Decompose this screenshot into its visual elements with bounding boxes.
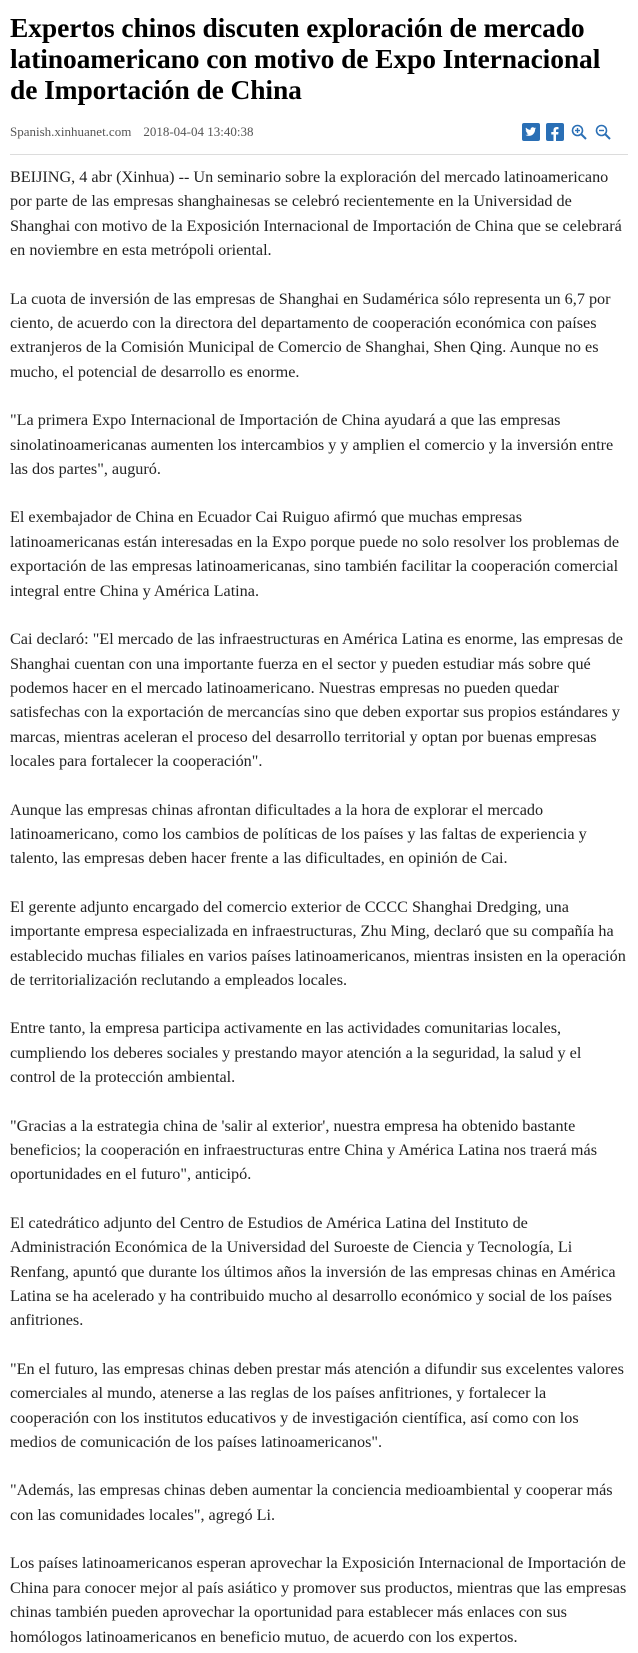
zoom-in-icon[interactable]	[570, 123, 588, 141]
paragraph: El gerente adjunto encargado del comercio exterior de CCCC Shanghai Dredging, una importante empresa especializada en infraestructuras, Zhu Ming, declaró que su compañía ha establecido muchas filiales en varios países latinoamericanos, mientras insisten en la operación de territorialización reclutando a empleados locales.	[10, 897, 626, 989]
article-source: Spanish.xinhuanet.com	[10, 124, 132, 139]
paragraph: El exembajador de China en Ecuador Cai Ruiguo afirmó que muchas empresas latinoamericanas están interesadas en la Expo porque puede no solo resolver los problemas de exportación de las empresas latinoamericanas, sino también facilitar la cooperación comercial integral entre China y América Latina.	[10, 508, 620, 600]
paragraph: "Además, las empresas chinas deben aumentar la conciencia medioambiental y cooperar más con las comunidades locales", agregó Li.	[10, 1481, 613, 1524]
article-body	[10, 165, 628, 1649]
paragraph: Los países latinoamericanos esperan aprovechar la Exposición Internacional de Importación de China para conocer mejor al país asiático y promover sus productos, mientras que las empresas chinas también pueden aprovechar la oportunidad para establecer más enlaces con sus homólogos latinoamericanos en beneficio mutuo, de acuerdo con los expertos.	[10, 1554, 627, 1646]
meta-divider	[10, 154, 628, 155]
twitter-icon[interactable]	[522, 123, 540, 141]
paragraph: Cai declaró: "El mercado de las infraestructuras en América Latina es enorme, las empresas de Shanghai cuentan con una importante fuerza en el sector y pueden estudiar más sobre qué podemos hacer en el mercado latinoamericano. Nuestras empresas no pueden quedar satisfechas con la exportación de mercancías sino que deben exportar sus propios estándares y marcas, mientras aceleran el proceso del desarrollo territorial y optan por buenas empresas locales para fortalecer la cooperación".	[10, 630, 623, 771]
article-meta	[10, 120, 628, 144]
paragraph: "En el futuro, las empresas chinas deben prestar más atención a difundir sus excelentes valores comerciales al mundo, atenerse a las reglas de los países anfitriones, y fortalecer la cooperación con los institutos educativos y de investigación científica, así como con los medios de comunicación de los países latinoamericanos".	[10, 1359, 624, 1452]
article-datetime: 2018-04-04 13:40:38	[143, 124, 254, 139]
paragraph: La cuota de inversión de las empresas de Shanghai en Sudamérica sólo representa un 6,7 por ciento, de acuerdo con la directora del departamento de cooperación económica con países extranjeros de la Comisión Municipal de Comercio de Shanghai, Shen Qing. Aunque no es mucho, el potencial de desarrollo es enorme.	[10, 289, 611, 381]
article-title: Expertos chinos discuten exploración de mercado latinoamericano con motivo de Expo Internacional de Importación de China	[10, 12, 601, 105]
paragraph: Entre tanto, la empresa participa activamente en las actividades comunitarias locales, cumpliendo los deberes sociales y prestando mayor atención a la seguridad, la salud y el control de la protección ambiental.	[10, 1019, 582, 1087]
paragraph: Aunque las empresas chinas afrontan dificultades a la hora de explorar el mercado latinoamericano, como los cambios de políticas de los países y las faltas de experiencia y talento, las empresas deben hacer frente a las dificultades, en opinión de Cai.	[10, 800, 587, 868]
paragraph: "Gracias a la estrategia china de 'salir al exterior', nuestra empresa ha obtenido bastante beneficios; la cooperación en infraestructuras entre China y América Latina nos traerá más oportunidades en el futuro", anticipó.	[10, 1116, 597, 1184]
paragraph: El catedrático adjunto del Centro de Estudios de América Latina del Instituto de Administración Económica de la Universidad del Suroeste de Ciencia y Tecnología, Li Renfang, apuntó que durante los últimos años la inversión de las empresas chinas en América Latina se ha acelerado y ha contribuido mucho al desarrollo económico y social de los países anfitriones.	[10, 1213, 616, 1330]
facebook-icon[interactable]	[546, 123, 564, 141]
share-toolbar	[522, 123, 612, 141]
paragraph: "La primera Expo Internacional de Importación de China ayudará a que las empresas sinolatinoamericanas aumenten los intercambios y y amplien el comercio y la inversión entre las dos partes", auguró.	[10, 411, 614, 479]
zoom-out-icon[interactable]	[594, 123, 612, 141]
paragraph: BEIJING, 4 abr (Xinhua) -- Un seminario sobre la exploración del mercado latinoamericano por parte de las empresas shanghainesas se celebró recientemente en la Universidad de Shanghai con motivo de la Exposición Internacional de Importación de China que se celebrará en noviembre en esta metrópoli oriental.	[10, 168, 622, 260]
